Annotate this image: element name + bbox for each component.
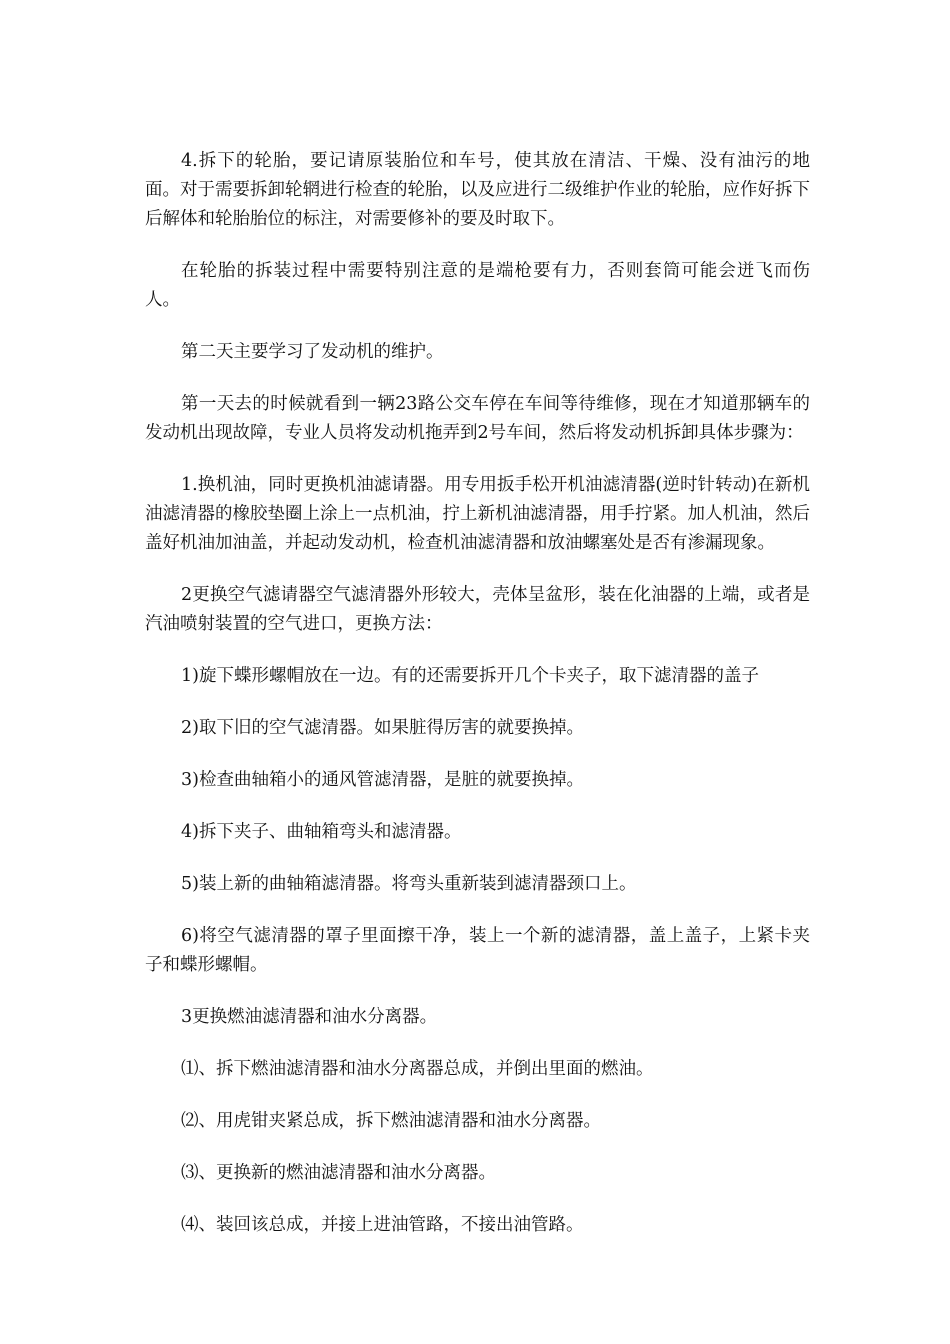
- list-item-air-step-1: 1)旋下蝶形螺帽放在一边。有的还需要拆开几个卡夹子，取下滤清器的盖子: [181, 666, 759, 686]
- paragraph-oil-change: 1.换机油，同时更换机油滤请器。用专用扳手松开机油滤清器(逆时针转动)在新机油滤清器的橡胶垫圈上涂上一点机油，拧上新机油滤清器，用手拧紧。加人机油，然后盖好机油加油盖，并起动发动机，检查机油滤清器和放油螺塞处是否有渗漏现象。: [145, 475, 810, 553]
- list-item-air-step-6: 6)将空气滤清器的罩子里面擦干净，装上一个新的滤清器，盖上盖子，上紧卡夹子和蝶形螺帽。: [145, 926, 810, 975]
- paragraph-tire-safety: 在轮胎的拆装过程中需要特别注意的是端枪要有力，否则套筒可能会迸飞而伤人。: [145, 261, 810, 310]
- document-body: [145, 147, 810, 1263]
- list-item-air-step-3: 3)检查曲轴箱小的通风管滤清器，是脏的就要换掉。: [181, 770, 584, 790]
- list-item-fuel-step-4: ⑷、装回该总成，并接上进油管路，不接出油管路。: [181, 1215, 584, 1235]
- list-item-fuel-step-1: ⑴、拆下燃油滤清器和油水分离器总成，并倒出里面的燃油。: [181, 1059, 654, 1079]
- paragraph-air-filter: 2更换空气滤请器空气滤清器外形较大，壳体呈盆形，装在化油器的上端，或者是汽油喷射装置的空气进口，更换方法：: [145, 585, 810, 634]
- paragraph-fuel-filter: 3更换燃油滤清器和油水分离器。: [181, 1007, 438, 1027]
- paragraph-tire-storage: 4.拆下的轮胎，要记请原装胎位和车号，使其放在清洁、干燥、没有油污的地面。对于需要拆卸轮辋进行检查的轮胎，以及应进行二级维护作业的轮胎，应作好拆下后解体和轮胎胎位的标注，对需要修补的要及时取下。: [145, 151, 810, 229]
- paragraph-bus-repair: 第一天去的时候就看到一辆23路公交车停在车间等待维修，现在才知道那辆车的发动机出现故障，专业人员将发动机拖弄到2号车间，然后将发动机拆卸具体步骤为：: [145, 394, 810, 443]
- list-item-air-step-5: 5)装上新的曲轴箱滤清器。将弯头重新装到滤清器颈口上。: [181, 874, 637, 894]
- list-item-fuel-step-2: ⑵、用虎钳夹紧总成，拆下燃油滤清器和油水分离器。: [181, 1111, 601, 1131]
- list-item-air-step-2: 2)取下旧的空气滤清器。如果脏得厉害的就要换掉。: [181, 718, 584, 738]
- list-item-air-step-4: 4)拆下夹子、曲轴箱弯头和滤清器。: [181, 822, 462, 842]
- paragraph-day-two: 第二天主要学习了发动机的维护。: [181, 342, 444, 362]
- list-item-fuel-step-3: ⑶、更换新的燃油滤清器和油水分离器。: [181, 1163, 496, 1183]
